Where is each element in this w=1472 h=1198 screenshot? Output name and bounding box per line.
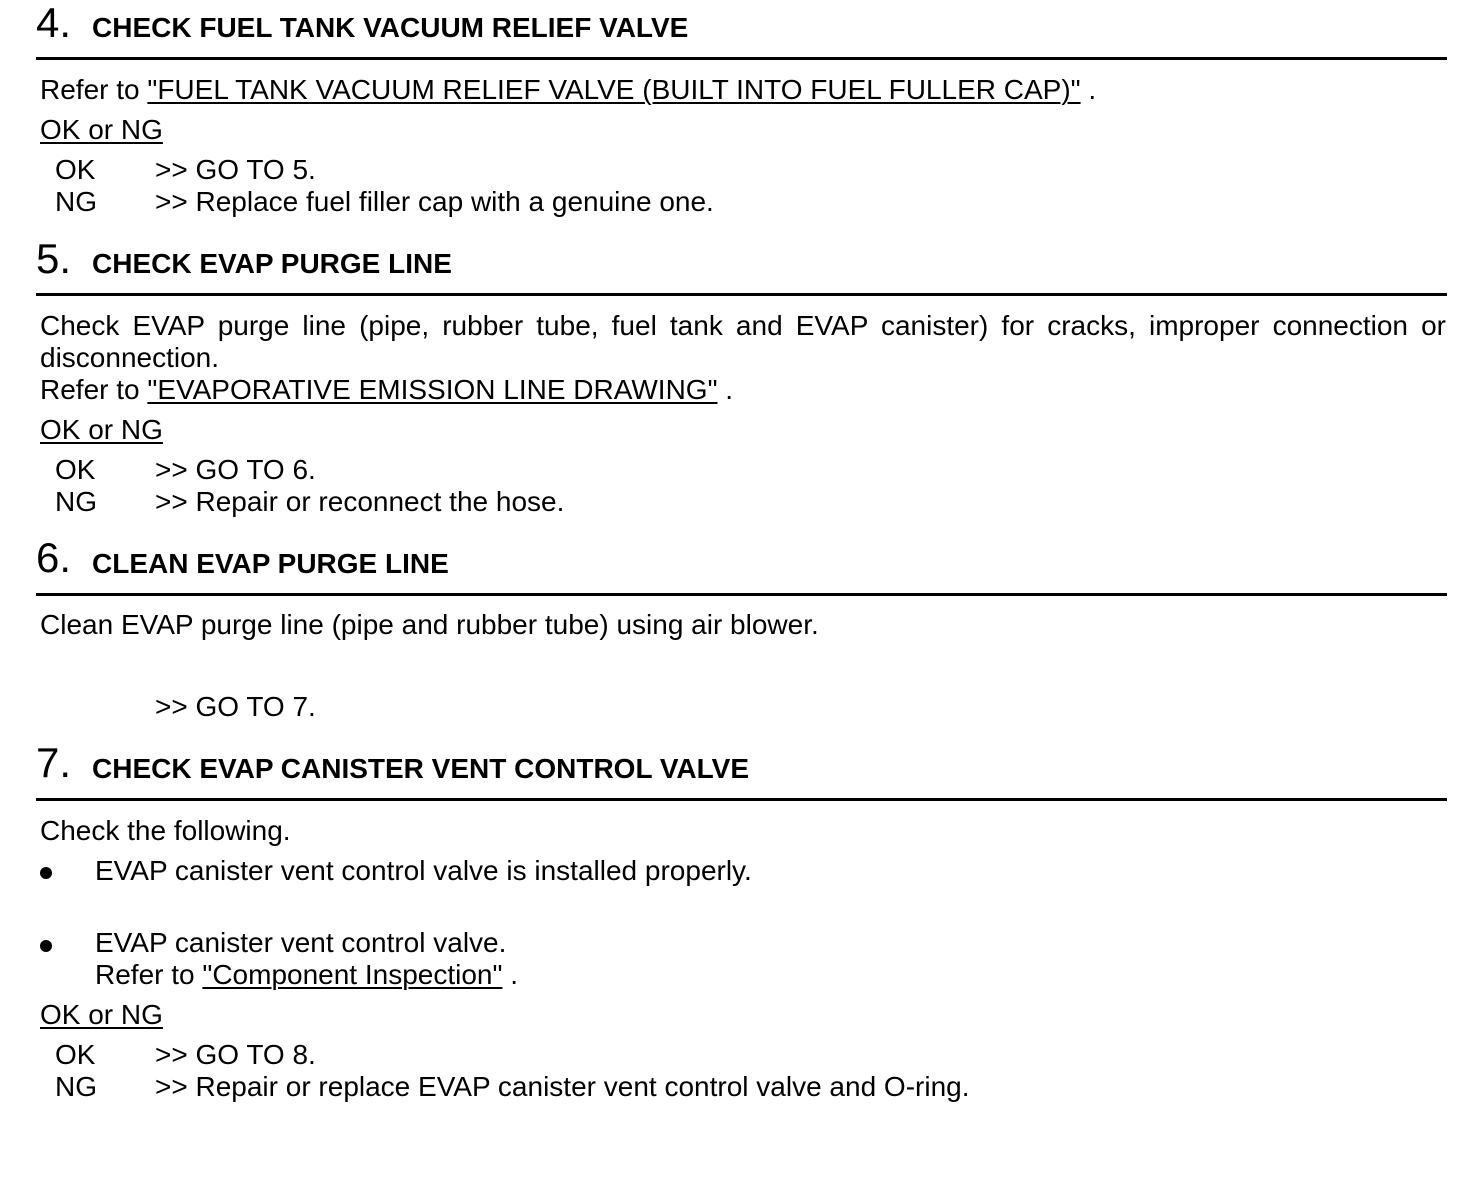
refer-suffix: . [502, 959, 519, 990]
step-7-number: 7. [36, 739, 72, 786]
step-7-ng-text: >> Repair or replace EVAP canister vent control valve and O-ring. [155, 1071, 970, 1102]
refer-suffix: . [717, 374, 734, 405]
step-5-title: CHECK EVAP PURGE LINE [92, 248, 452, 279]
step-4-ok-text: >> GO TO 5. [155, 154, 316, 185]
step-4-divider [36, 57, 1447, 60]
step-5-ng-label: NG [55, 486, 97, 517]
step-7-title: CHECK EVAP CANISTER VENT CONTROL VALVE [92, 753, 750, 784]
step-7-ok-or-ng: OK or NG [40, 999, 163, 1030]
refer-prefix: Refer to [40, 74, 148, 105]
step-7-bullet-1: EVAP canister vent control valve is installed properly. [95, 855, 752, 886]
step-7-bullet-2: EVAP canister vent control valve. [95, 927, 507, 958]
step-7-ng-label: NG [55, 1071, 97, 1102]
bullet-dot [40, 940, 52, 952]
step-6-divider [36, 593, 1447, 596]
step-7-ok-label: OK [55, 1039, 96, 1070]
fuel-tank-vacuum-relief-valve-link[interactable]: "FUEL TANK VACUUM RELIEF VALVE (BUILT INTO FUEL FULLER CAP)" [147, 74, 1081, 105]
step-4-title: CHECK FUEL TANK VACUUM RELIEF VALVE [92, 12, 689, 43]
refer-suffix: . [1080, 74, 1097, 105]
evaporative-emission-line-drawing-link[interactable]: "EVAPORATIVE EMISSION LINE DRAWING" [147, 374, 718, 405]
component-inspection-link[interactable]: "Component Inspection" [202, 959, 503, 990]
step-4-refer [40, 74, 1096, 106]
step-4-ng-text: >> Replace fuel filler cap with a genuine one. [155, 186, 714, 217]
step-4-number: 4. [36, 0, 72, 46]
step-5-ok-text: >> GO TO 6. [155, 454, 316, 485]
step-5-number: 5. [36, 235, 72, 282]
step-5-ok-or-ng: OK or NG [40, 414, 163, 445]
step-4-ng-label: NG [55, 186, 97, 217]
step-7-divider [36, 798, 1447, 801]
refer-prefix: Refer to [40, 374, 148, 405]
step-5-ok-label: OK [55, 454, 96, 485]
step-5-divider [36, 293, 1447, 296]
step-7-body: Check the following. [40, 815, 291, 846]
step-6-number: 6. [36, 534, 72, 581]
step-6-title: CLEAN EVAP PURGE LINE [92, 548, 449, 579]
refer-prefix: Refer to [95, 959, 203, 990]
bullet-dot [40, 867, 52, 879]
step-5-refer [40, 374, 733, 406]
step-6-next-text: >> GO TO 7. [155, 691, 316, 722]
step-7-refer [95, 959, 518, 991]
step-7-ok-text: >> GO TO 8. [155, 1039, 316, 1070]
step-6-body: Clean EVAP purge line (pipe and rubber tube) using air blower. [40, 609, 819, 640]
step-5-body: Check EVAP purge line (pipe, rubber tube, fuel tank and EVAP canister) for cracks, improper connection or disconnection. [40, 310, 1446, 373]
step-4-ok-label: OK [55, 154, 96, 185]
step-5-ng-text: >> Repair or reconnect the hose. [155, 486, 565, 517]
step-4-ok-or-ng: OK or NG [40, 114, 163, 145]
